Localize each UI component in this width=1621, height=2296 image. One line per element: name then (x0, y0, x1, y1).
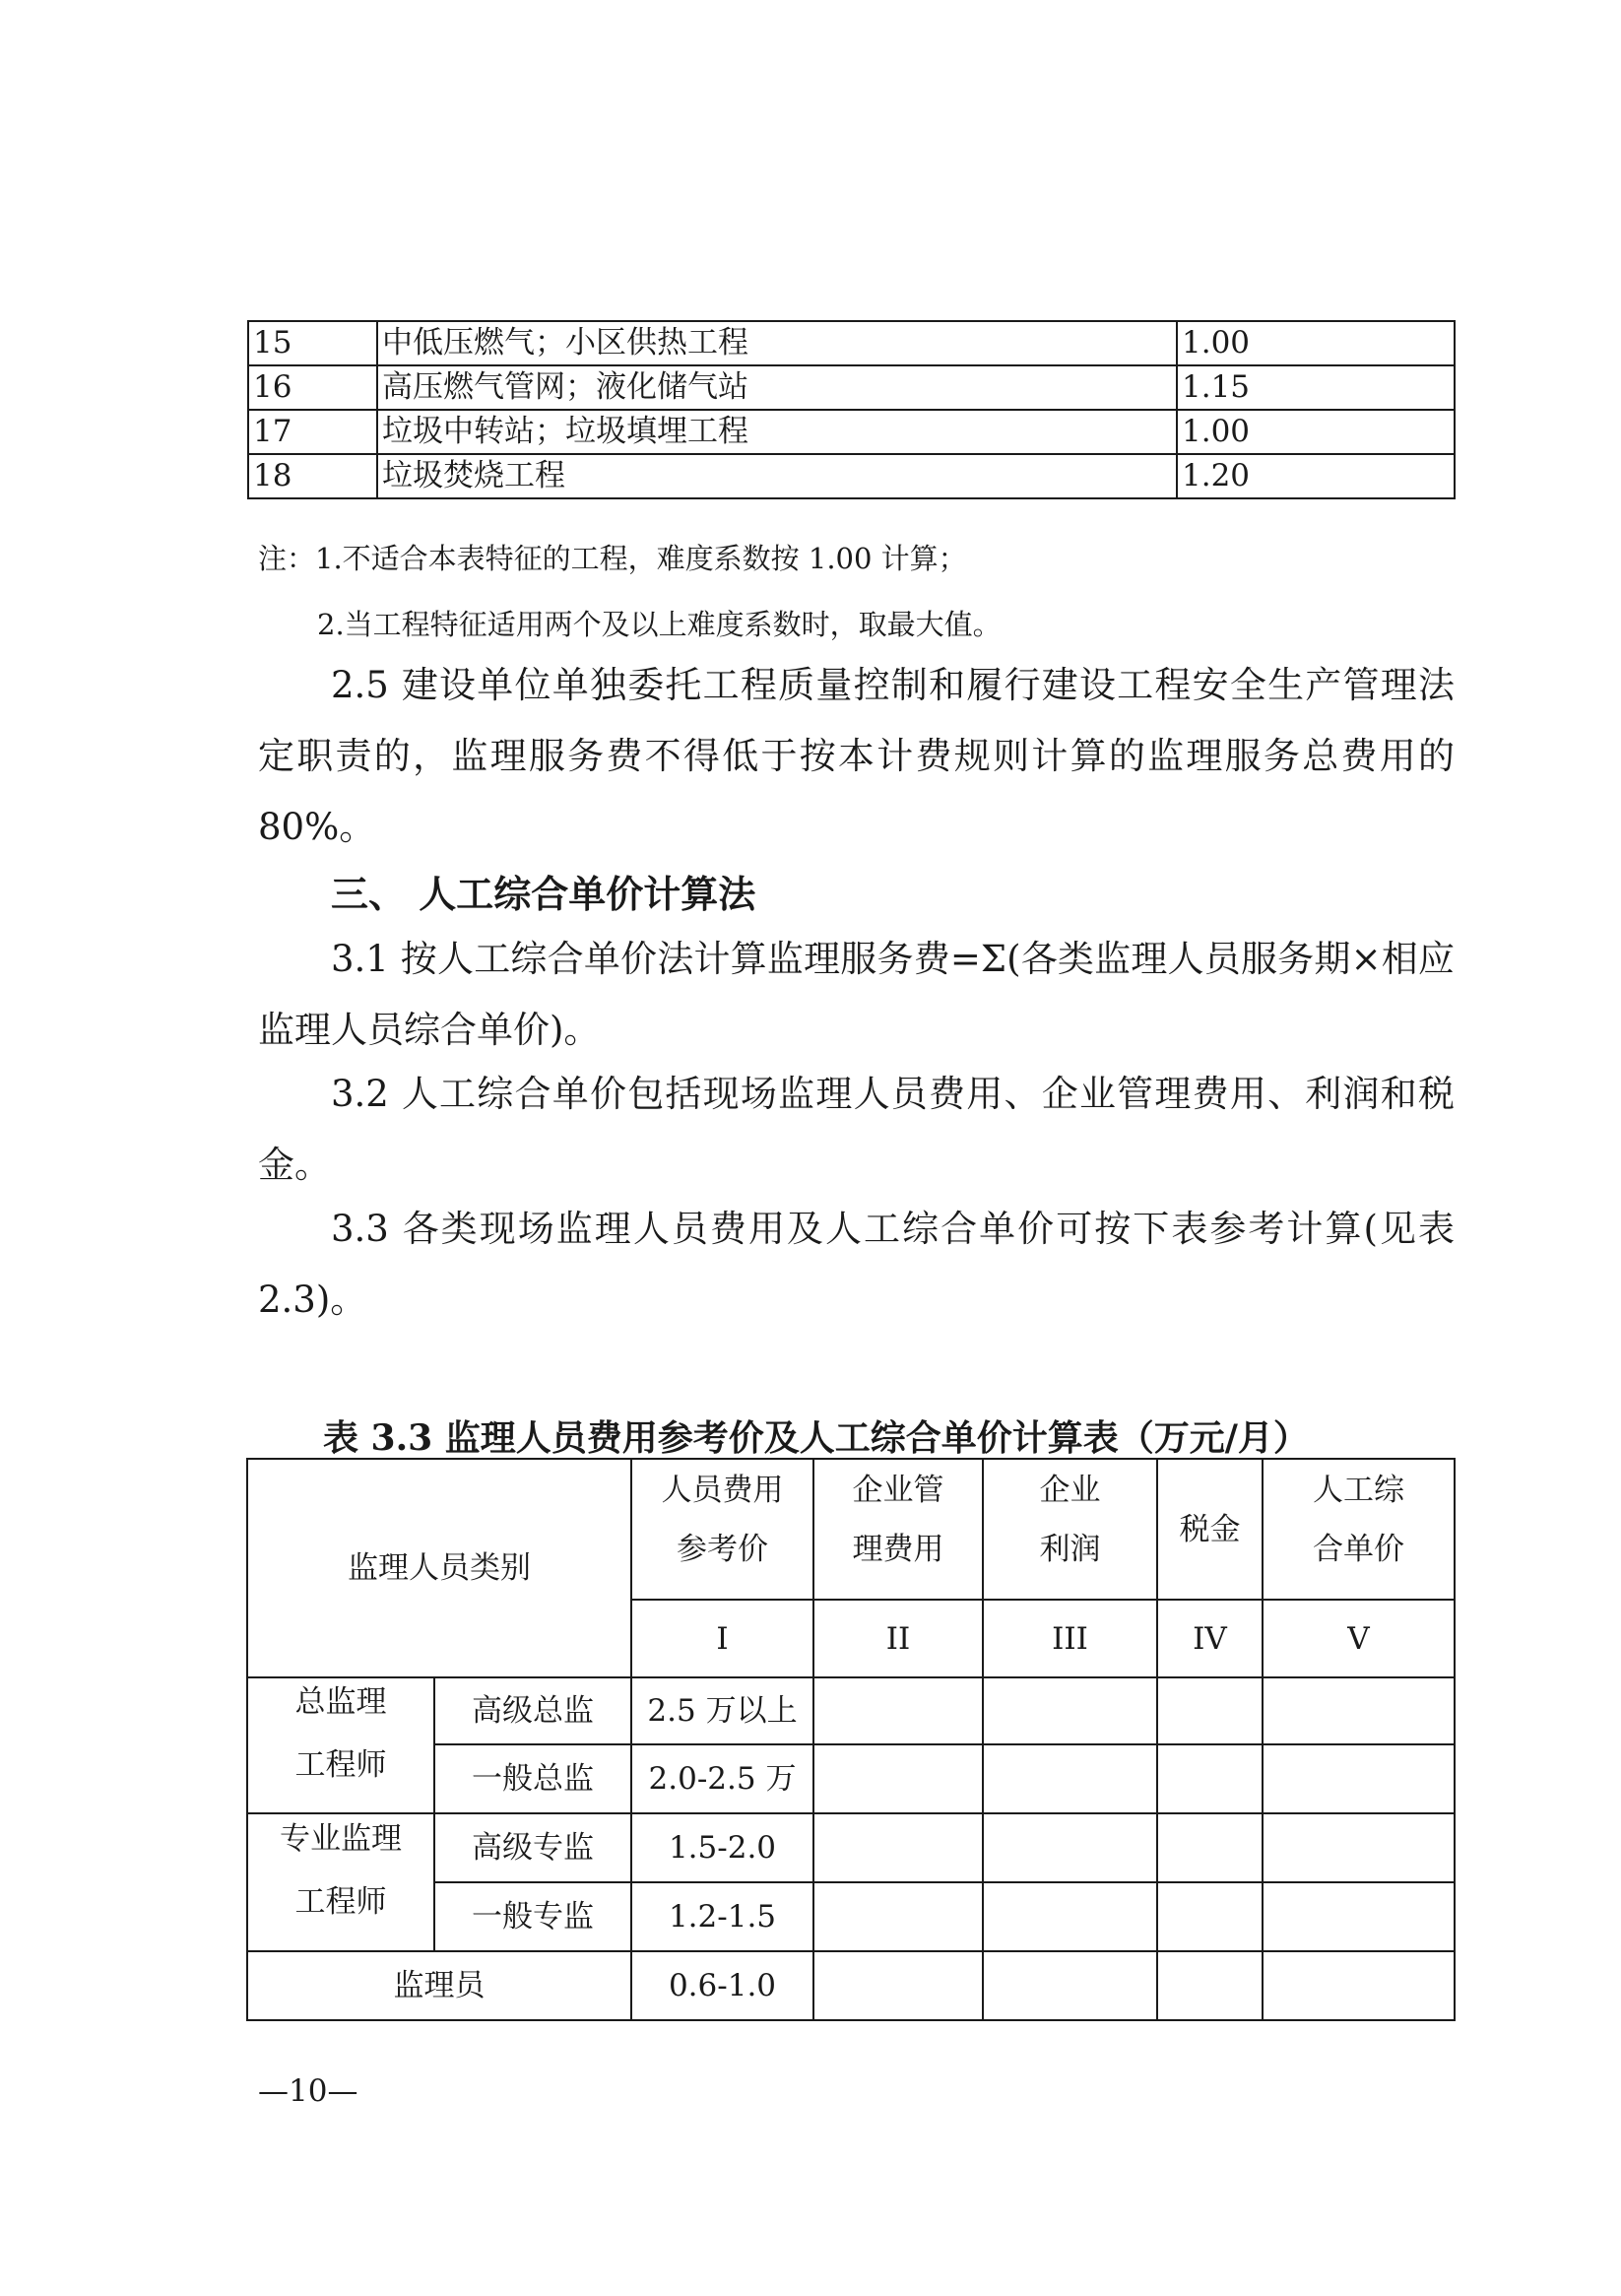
roman-numeral: V (1263, 1600, 1455, 1677)
reference-price: 0.6-1.0 (631, 1951, 813, 2020)
empty-cell (1157, 1951, 1263, 2020)
empty-cell (983, 1882, 1157, 1951)
header-text: 合单价 (1313, 1531, 1404, 1567)
empty-cell (983, 1951, 1157, 2020)
empty-cell (1263, 1951, 1455, 2020)
group-label-text: 专业监理 (280, 1821, 402, 1857)
reference-price: 2.0-2.5 万 (631, 1744, 813, 1813)
roman-numeral: I (631, 1600, 813, 1677)
header-text: 企业 (1039, 1472, 1101, 1508)
empty-cell (983, 1744, 1157, 1813)
paragraph-2-5: 2.5 建设单位单独委托工程质量控制和履行建设工程安全生产管理法定职责的，监理服务费不得低于按本计费规则计算的监理服务总费用的 80%。 (258, 664, 1455, 848)
group-label-text: 总监理 (294, 1684, 387, 1720)
note-1: 注：1.不适合本表特征的工程，难度系数按 1.00 计算； (258, 542, 967, 575)
table-row (248, 454, 1455, 498)
table-header-row (247, 1459, 1455, 1600)
staff-level: 监理员 (247, 1951, 631, 2020)
reference-price: 1.2-1.5 (631, 1882, 813, 1951)
table-row (247, 1813, 1455, 1882)
header-text: 企业管 (852, 1472, 944, 1508)
difficulty-coefficient-table (247, 320, 1456, 499)
header-text: 人工综 (1313, 1472, 1404, 1508)
table-row (247, 1677, 1455, 1744)
project-type: 高压燃气管网；液化储气站 (377, 365, 1177, 410)
table-row (247, 1951, 1455, 2020)
table-caption: 表 3.3 监理人员费用参考价及人工综合单价计算表（万元/月） (323, 1417, 1309, 1459)
row-number: 15 (248, 321, 377, 365)
paragraph-3-1: 3.1 按人工综合单价法计算监理服务费=Σ(各类监理人员服务期×相应监理人员综合单价)。 (258, 938, 1455, 1051)
header-text: 理费用 (852, 1531, 944, 1567)
management-cost-header (813, 1459, 983, 1600)
empty-cell (1263, 1882, 1455, 1951)
difficulty-coefficient: 1.00 (1177, 321, 1455, 365)
reference-price: 1.5-2.0 (631, 1813, 813, 1882)
difficulty-coefficient: 1.20 (1177, 454, 1455, 498)
profit-header (983, 1459, 1157, 1600)
reference-price: 2.5 万以上 (631, 1677, 813, 1744)
empty-cell (813, 1744, 983, 1813)
empty-cell (1157, 1882, 1263, 1951)
empty-cell (813, 1813, 983, 1882)
difficulty-coefficient: 1.15 (1177, 365, 1455, 410)
project-type: 中低压燃气；小区供热工程 (377, 321, 1177, 365)
staff-cost-header (631, 1459, 813, 1600)
roman-numeral: III (983, 1600, 1157, 1677)
empty-cell (1157, 1744, 1263, 1813)
row-number: 18 (248, 454, 377, 498)
note-2: 2.当工程特征适用两个及以上难度系数时，取最大值。 (317, 608, 1002, 641)
group-label-text: 工程师 (294, 1884, 387, 1920)
header-text: 利润 (1039, 1531, 1101, 1567)
table-row (248, 410, 1455, 454)
staff-level: 高级总监 (434, 1677, 631, 1744)
project-type: 垃圾中转站；垃圾填埋工程 (377, 410, 1177, 454)
section-heading-3: 三、 人工综合单价计算法 (331, 872, 756, 916)
group-label-text: 工程师 (294, 1747, 387, 1783)
unit-price-header (1263, 1459, 1455, 1600)
difficulty-coefficient: 1.00 (1177, 410, 1455, 454)
table-row (248, 365, 1455, 410)
row-number: 16 (248, 365, 377, 410)
roman-numeral: IV (1157, 1600, 1263, 1677)
empty-cell (1263, 1677, 1455, 1744)
group-label-specialty (247, 1813, 434, 1951)
fee-reference-table (246, 1458, 1456, 2021)
roman-numeral: II (813, 1600, 983, 1677)
header-text: 人员费用 (661, 1472, 784, 1508)
empty-cell (1157, 1677, 1263, 1744)
empty-cell (813, 1951, 983, 2020)
empty-cell (813, 1677, 983, 1744)
project-type: 垃圾焚烧工程 (377, 454, 1177, 498)
page-number: —10— (258, 2073, 358, 2109)
staff-level: 一般专监 (434, 1882, 631, 1951)
staff-level: 高级专监 (434, 1813, 631, 1882)
group-label-chief (247, 1677, 434, 1813)
empty-cell (1263, 1813, 1455, 1882)
category-header: 监理人员类别 (247, 1459, 631, 1677)
empty-cell (1157, 1813, 1263, 1882)
staff-level: 一般总监 (434, 1744, 631, 1813)
table-row (248, 321, 1455, 365)
empty-cell (983, 1677, 1157, 1744)
paragraph-3-2: 3.2 人工综合单价包括现场监理人员费用、企业管理费用、利润和税金。 (258, 1073, 1455, 1186)
row-number: 17 (248, 410, 377, 454)
empty-cell (1263, 1744, 1455, 1813)
tax-header: 税金 (1157, 1459, 1263, 1600)
empty-cell (983, 1813, 1157, 1882)
empty-cell (813, 1882, 983, 1951)
paragraph-3-3: 3.3 各类现场监理人员费用及人工综合单价可按下表参考计算(见表 2.3)。 (258, 1208, 1455, 1321)
header-text: 参考价 (677, 1531, 768, 1567)
